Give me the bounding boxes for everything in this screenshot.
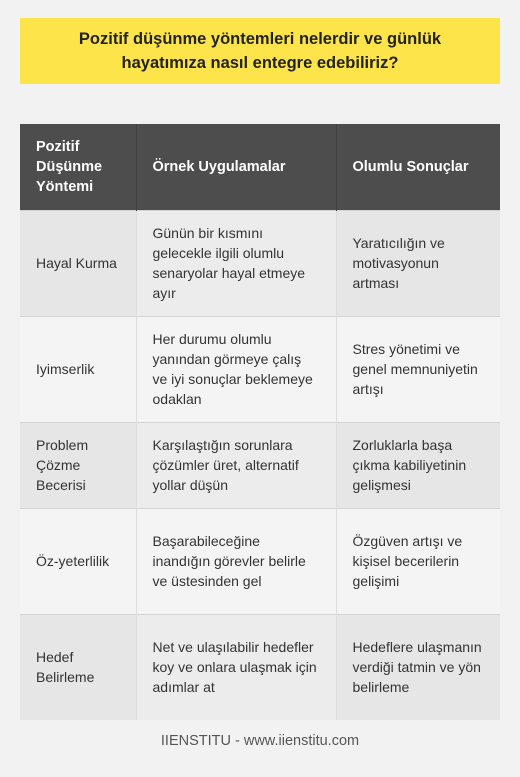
cell-result: Özgüven artışı ve kişisel becerilerin gelişimi xyxy=(336,508,500,614)
cell-method: Hedef Belirleme xyxy=(20,614,136,720)
table-row xyxy=(20,422,500,508)
cell-example: Her durumu olumlu yanından görmeye çalış ve iyi sonuçlar beklemeye odaklan xyxy=(136,316,336,422)
cell-result: Hedeflere ulaşmanın verdiği tatmin ve yön belirleme xyxy=(336,614,500,720)
methods-table-container xyxy=(20,124,500,720)
cell-result: Zorluklarla başa çıkma kabiliyetinin gelişmesi xyxy=(336,422,500,508)
methods-table xyxy=(20,124,500,720)
header-example: Örnek Uygulamalar xyxy=(136,124,336,210)
cell-method: Iyimserlik xyxy=(20,316,136,422)
table-header-row xyxy=(20,124,500,210)
cell-result: Yaratıcılığın ve motivasyonun artması xyxy=(336,210,500,316)
title-line-2: hayatımıza nasıl entegre edebiliriz? xyxy=(121,54,399,72)
cell-method: Problem Çözme Becerisi xyxy=(20,422,136,508)
cell-example: Net ve ulaşılabilir hedefler koy ve onlara ulaşmak için adımlar at xyxy=(136,614,336,720)
header-result: Olumlu Sonuçlar xyxy=(336,124,500,210)
table-row xyxy=(20,316,500,422)
cell-example: Karşılaştığın sorunlara çözümler üret, alternatif yollar düşün xyxy=(136,422,336,508)
footer-credit: IIENSTITU - www.iienstitu.com xyxy=(160,733,360,749)
title-banner xyxy=(20,18,500,84)
cell-method: Hayal Kurma xyxy=(20,210,136,316)
page-title xyxy=(79,27,441,75)
table-row xyxy=(20,614,500,720)
cell-result: Stres yönetimi ve genel memnuniyetin artışı xyxy=(336,316,500,422)
table-row xyxy=(20,210,500,316)
title-line-1: Pozitif düşünme yöntemleri nelerdir ve günlük xyxy=(78,30,442,48)
header-method: Pozitif Düşünme Yöntemi xyxy=(20,124,136,210)
table-row xyxy=(20,508,500,614)
cell-example: Başarabileceğine inandığın görevler belirle ve üstesinden gel xyxy=(136,508,336,614)
cell-method: Öz-yeterlilik xyxy=(20,508,136,614)
cell-example: Günün bir kısmını gelecekle ilgili olumlu senaryolar hayal etmeye ayır xyxy=(136,210,336,316)
